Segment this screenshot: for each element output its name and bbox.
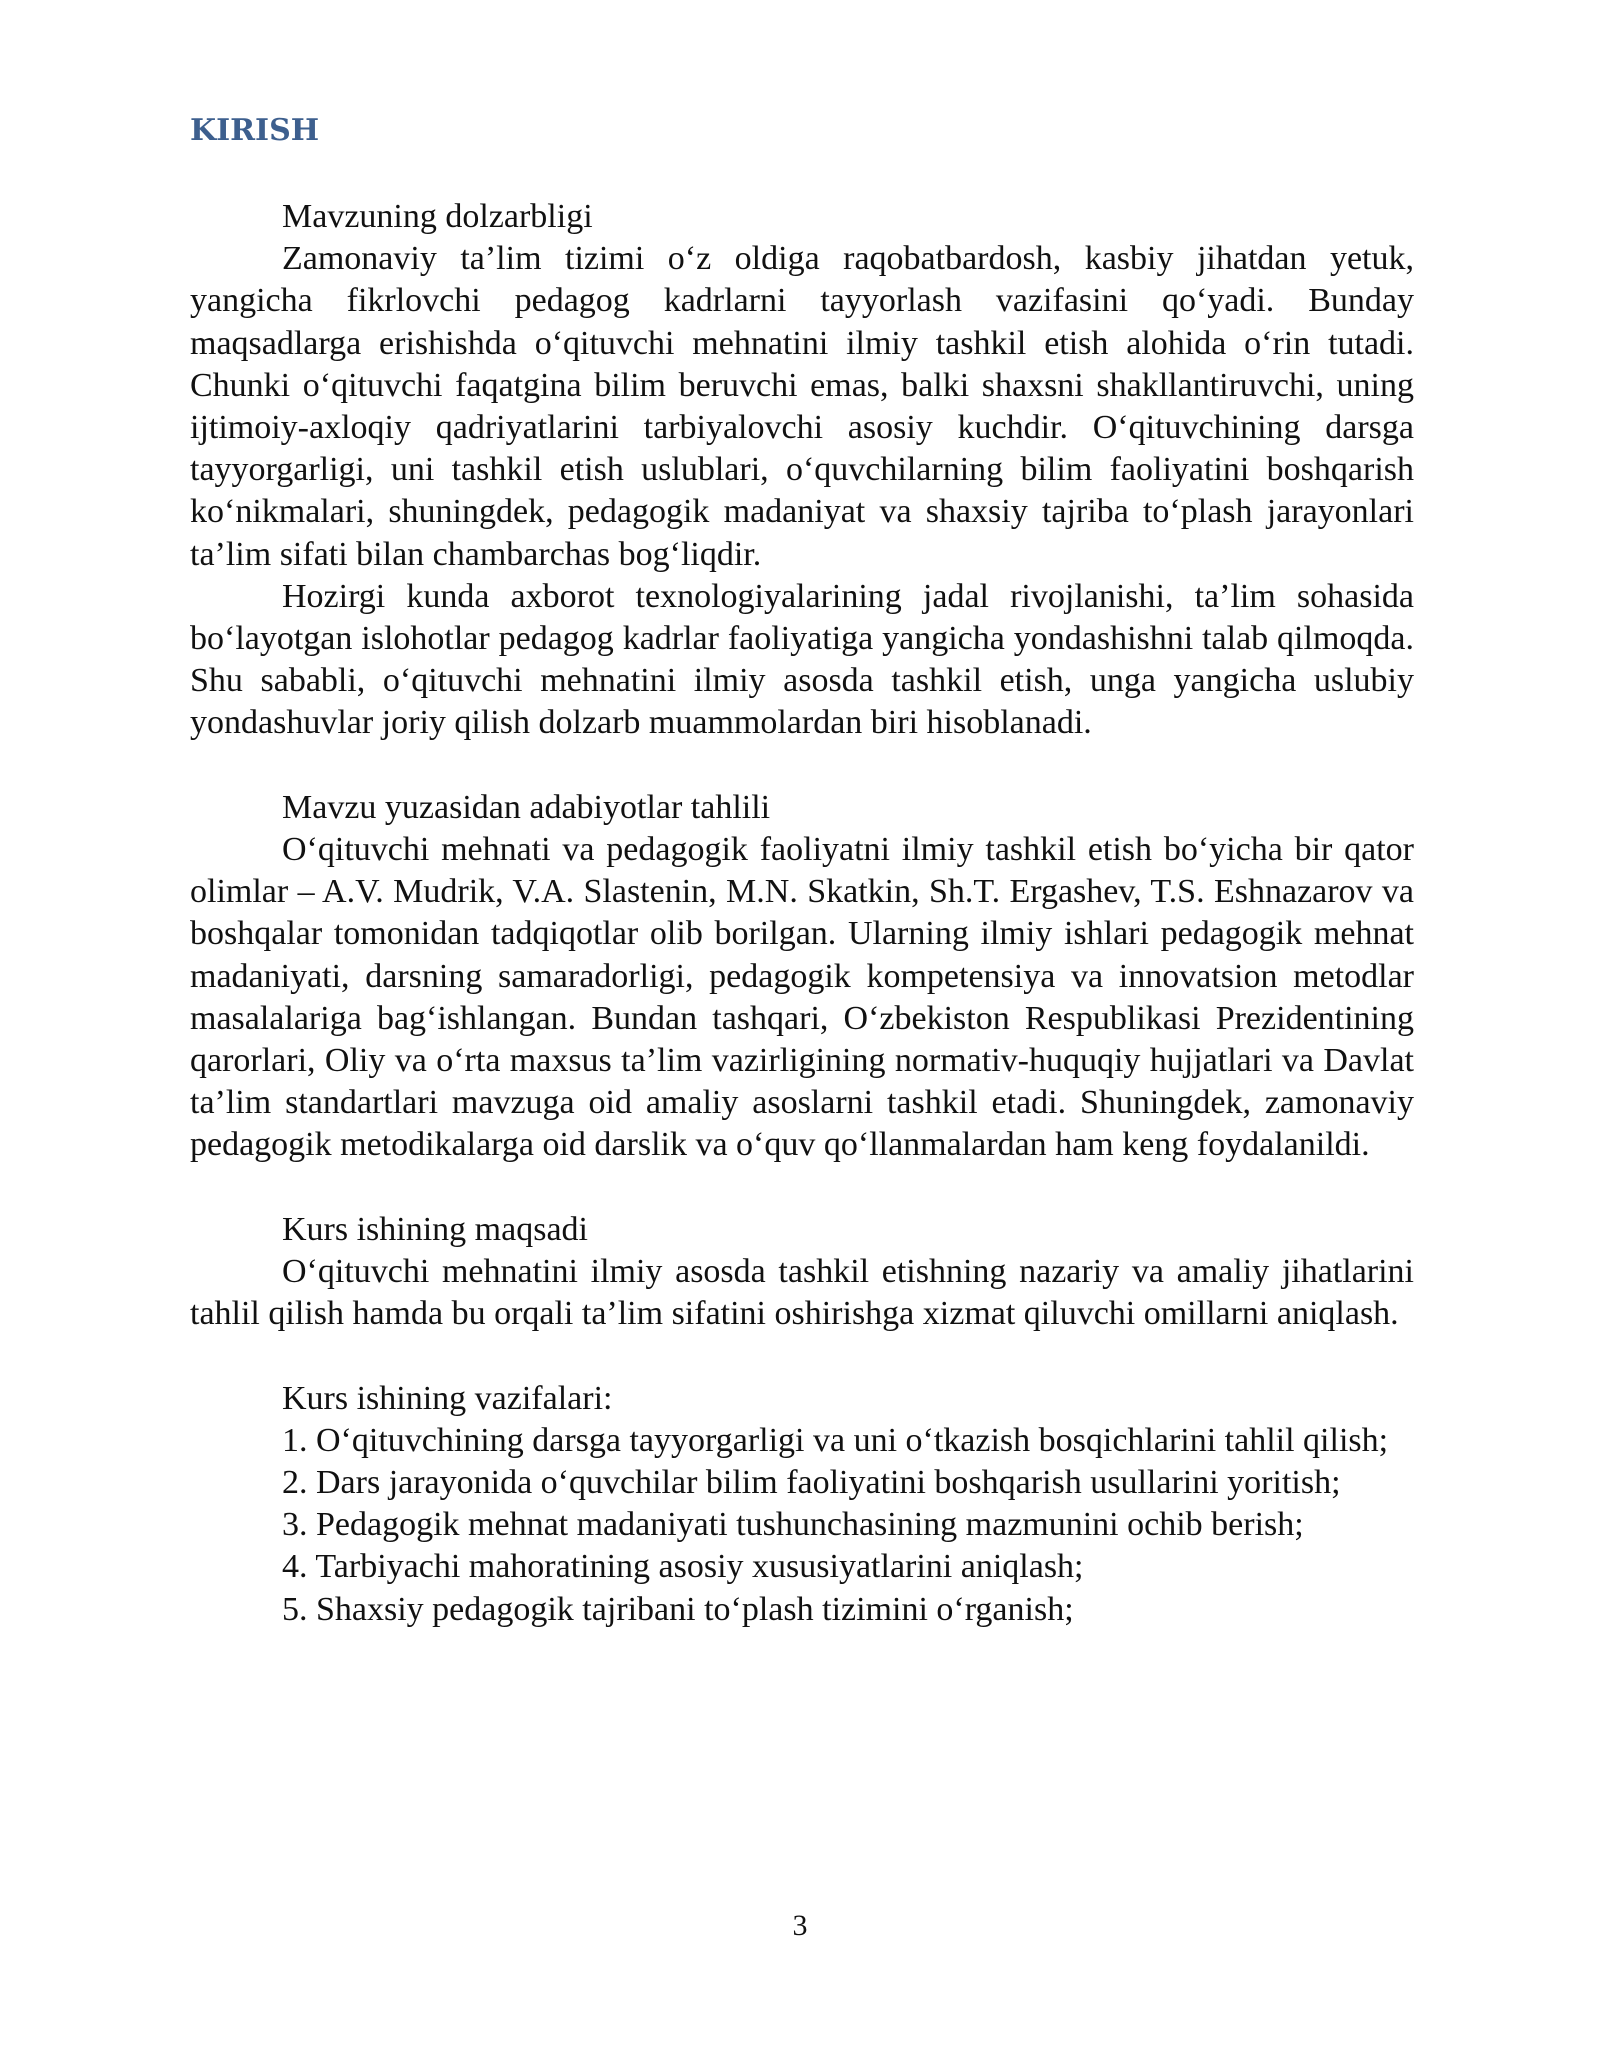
task-item-3: 3. Pedagogik mehnat madaniyati tushunchasining mazmunini ochib berish; <box>282 1506 1304 1544</box>
document-body <box>190 196 1414 1631</box>
paragraph-relevance-1: Zamonaviy ta’lim tizimi o‘z oldiga raqobatbardosh, kasbiy jihatdan yetuk, yangicha fikrlovchi pedagog kadrlarni tayyorlash vazifasini qo‘yadi. Bunday maqsadlarga erishishda o‘qituvchi mehnatini ilmiy tashkil etish alohida o‘rin tutadi. Chunki o‘qituvchi faqatgina bilim beruvchi emas, balki shaxsni shakllantiruvchi, uning ijtimoiy-axloqiy qadriyatlarini tarbiyalovchi asosiy kuchdir. O‘qituvchining darsga tayyorgarligi, uni tashkil etish uslublari, o‘quvchilarning bilim faoliyatini boshqarish ko‘nikmalari, shuningdek, pedagogik madaniyat va shaxsiy tajriba to‘plash jarayonlari ta’lim sifati bilan chambarchas bog‘liqdir. <box>190 240 1414 573</box>
task-item-2: 2. Dars jarayonida o‘quvchilar bilim faoliyatini boshqarish usullarini yoritish; <box>282 1464 1341 1502</box>
section-title-relevance: Mavzuning dolzarbligi <box>282 198 593 235</box>
task-item-1: 1. O‘qituvchining darsga tayyorgarligi va uni o‘tkazish bosqichlarini tahlil qilish; <box>282 1421 1389 1459</box>
page-heading: KIRISH <box>190 113 320 148</box>
paragraph-literature: O‘qituvchi mehnati va pedagogik faoliyatni ilmiy tashkil etish bo‘yicha bir qator olimlar – A.V. Mudrik, V.A. Slastenin, M.N. Skatkin, Sh.T. Ergashev, T.S. Eshnazarov va boshqalar tomonidan tadqiqotlar olib borilgan. Ularning ilmiy ishlari pedagogik mehnat madaniyati, darsning samaradorligi, pedagogik kompetensiya va innovatsion metodlar masalalariga bag‘ishlangan. Bundan tashqari, O‘zbekiston Respublikasi Prezidentining qarorlari, Oliy va o‘rta maxsus ta’lim vazirligining normativ-huquqiy hujjatlari va Davlat ta’lim standartlari mavzuga oid amaliy asoslarni tashkil etadi. Shuningdek, zamonaviy pedagogik metodikalarga oid darslik va o‘quv qo‘llanmalardan ham keng foydalanildi. <box>190 831 1414 1164</box>
page-number: 3 <box>792 1909 808 1942</box>
paragraph-spacer <box>190 1167 1414 1209</box>
section-title-literature: Mavzu yuzasidan adabiyotlar tahlili <box>282 788 771 826</box>
paragraph-spacer <box>190 1335 1414 1377</box>
task-item-4: 4. Tarbiyachi mahoratining asosiy xususiyatlarini aniqlash; <box>282 1548 1084 1586</box>
paragraph-goal: O‘qituvchi mehnatini ilmiy asosda tashkil etishning nazariy va amaliy jihatlarini tahlil qilish hamda bu orqali ta’lim sifatini oshirishga xizmat qiluvchi omillarni aniqlash. <box>190 1253 1414 1333</box>
paragraph-relevance-2: Hozirgi kunda axborot texnologiyalarining jadal rivojlanishi, ta’lim sohasida bo‘layotgan islohotlar pedagog kadrlar faoliyatiga yangicha yondashishni talab qilmoqda. Shu sababli, o‘qituvchi mehnatini ilmiy asosda tashkil etish, unga yangicha uslubiy yondashuvlar joriy qilish dolzarb muammolardan biri hisoblanadi. <box>190 577 1414 742</box>
section-title-tasks: Kurs ishining vazifalari: <box>282 1379 613 1417</box>
task-item-5: 5. Shaxsiy pedagogik tajribani to‘plash tizimini o‘rganish; <box>282 1590 1074 1628</box>
section-title-goal: Kurs ishining maqsadi <box>282 1210 588 1248</box>
paragraph-spacer <box>190 745 1414 787</box>
